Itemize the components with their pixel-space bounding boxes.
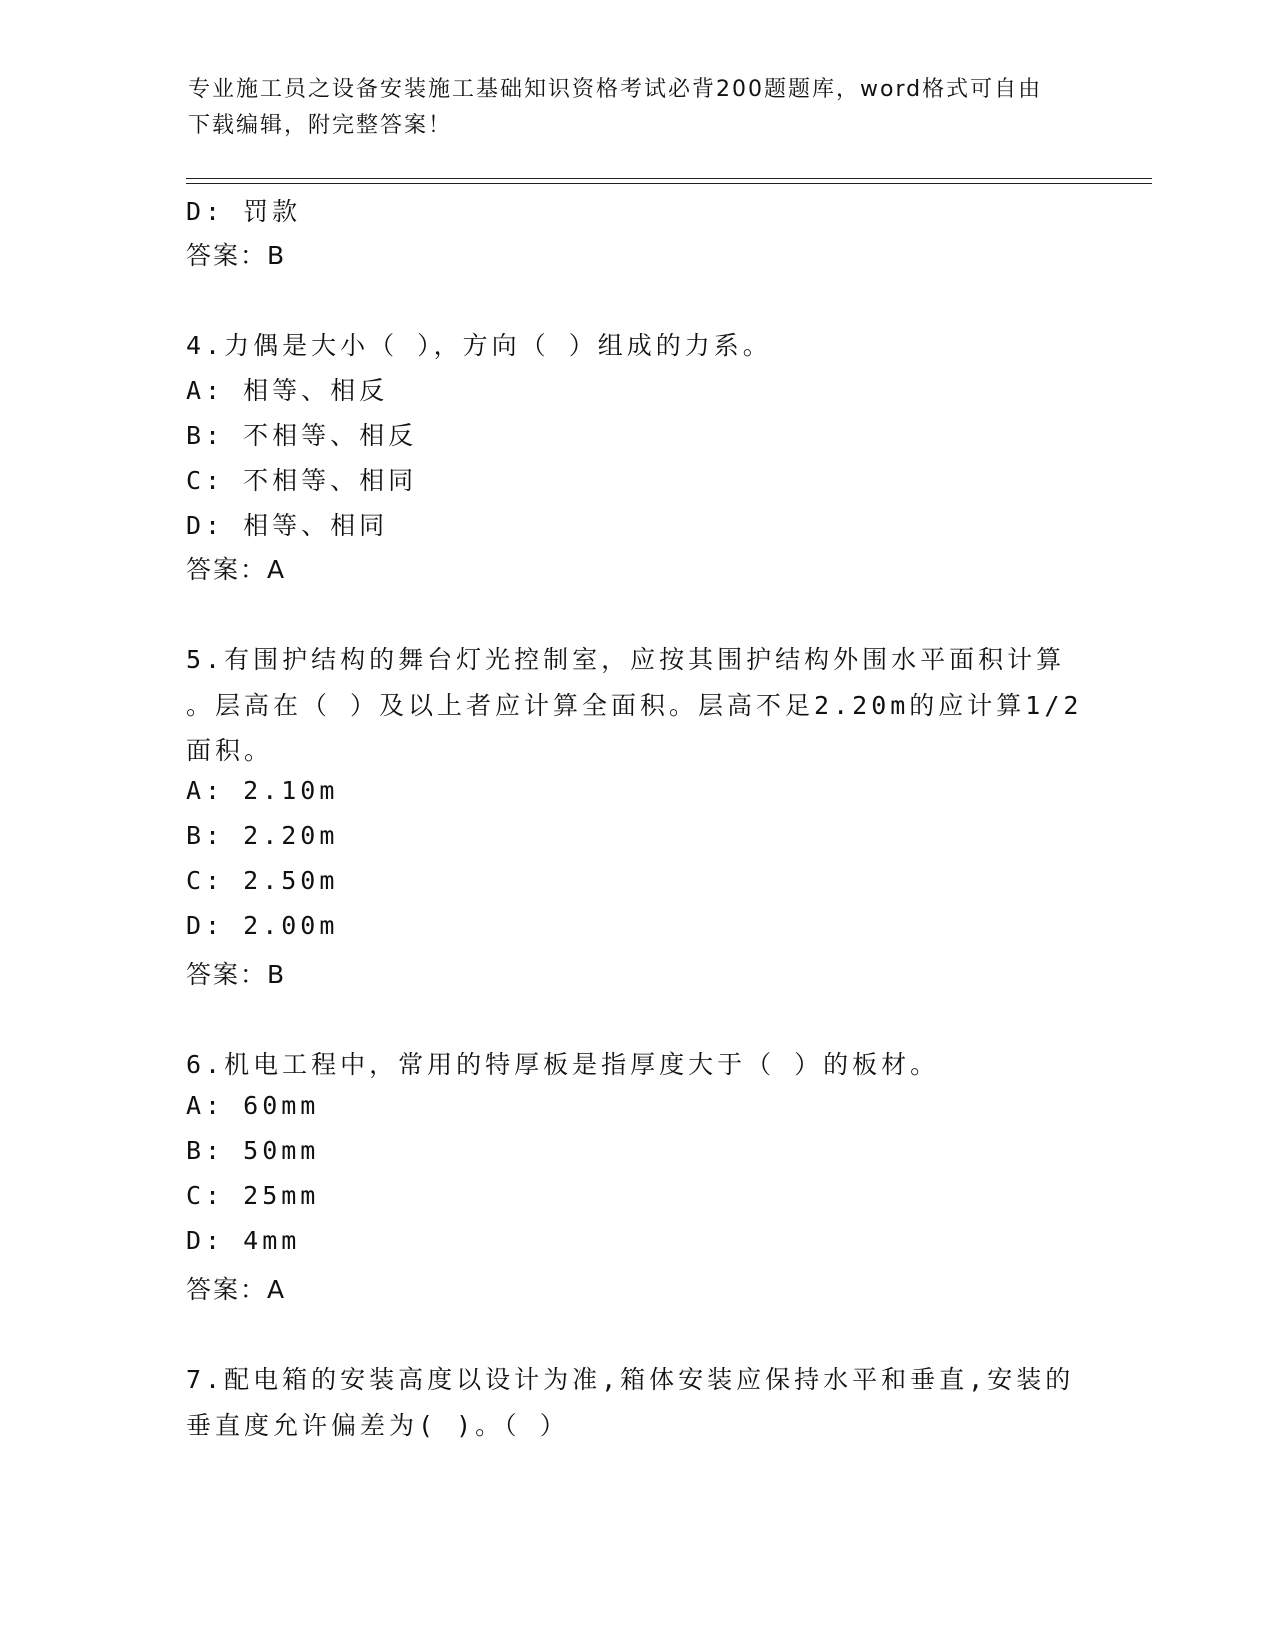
q5-answer: 答案：B	[186, 960, 287, 989]
q6-option-a: A: 60mm	[186, 1091, 320, 1120]
q4-option-a: A: 相等、相反	[186, 376, 389, 405]
q3-answer: 答案：B	[186, 241, 287, 270]
q4-option-d: D: 相等、相同	[186, 511, 389, 540]
q5-option-a: A: 2.10m	[186, 776, 339, 805]
q7-question-line-2: 垂直度允许偏差为( )。（ ）	[186, 1411, 569, 1440]
q5-option-c: C: 2.50m	[186, 866, 339, 895]
q7-question-line-1: 7.配电箱的安装高度以设计为准,箱体安装应保持水平和垂直,安装的	[186, 1365, 1075, 1394]
q5-option-d: D: 2.00m	[186, 911, 339, 940]
q4-option-b: B: 不相等、相反	[186, 421, 418, 450]
document-header	[188, 72, 1068, 144]
q4-option-c: C: 不相等、相同	[186, 466, 418, 495]
header-divider-bottom	[186, 183, 1152, 184]
q5-question-line-2: 。层高在（ ）及以上者应计算全面积。层高不足2.20m的应计算1/2	[186, 691, 1083, 720]
q6-option-c: C: 25mm	[186, 1181, 320, 1210]
q5-question-line-3: 面积。	[186, 736, 274, 765]
q6-answer: 答案：A	[186, 1275, 287, 1304]
q6-option-d: D: 4mm	[186, 1226, 301, 1255]
q5-option-b: B: 2.20m	[186, 821, 339, 850]
q6-option-b: B: 50mm	[186, 1136, 320, 1165]
q5-question-line-1: 5.有围护结构的舞台灯光控制室，应按其围护结构外围水平面积计算	[186, 645, 1066, 674]
q4-answer: 答案：A	[186, 555, 287, 584]
header-line-2: 下载编辑，附完整答案！	[188, 113, 453, 138]
q4-question: 4.力偶是大小（ ），方向（ ）组成的力系。	[186, 331, 772, 360]
header-divider-top	[186, 178, 1152, 179]
q6-question: 6.机电工程中，常用的特厚板是指厚度大于（ ）的板材。	[186, 1050, 940, 1079]
q3-option-d: D: 罚款	[186, 197, 302, 226]
header-line-1: 专业施工员之设备安装施工基础知识资格考试必背200题题库，word格式可自由	[188, 77, 1043, 102]
